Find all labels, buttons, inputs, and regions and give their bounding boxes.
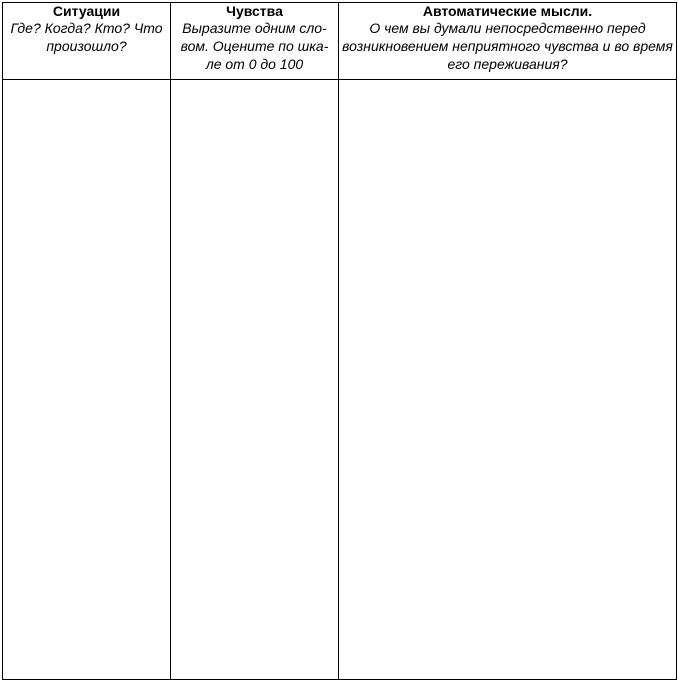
header-automatic-thoughts bbox=[339, 3, 677, 80]
header-feelings bbox=[171, 3, 339, 80]
table-header-row bbox=[3, 3, 677, 80]
header-feelings-subtitle: Выразите одним сло-вом. Оцените по шка-ле от 0 до 100 bbox=[180, 20, 329, 72]
header-automatic-thoughts-subtitle: О чем вы думали непосредственно перед возникновением неприятного чувства и во время его переживания? bbox=[342, 20, 673, 72]
header-situations-title: Ситуации bbox=[52, 3, 121, 19]
thought-record-table bbox=[2, 2, 677, 680]
table-body-row bbox=[3, 80, 677, 680]
header-feelings-title: Чувства bbox=[226, 3, 283, 19]
feelings-entry-cell[interactable] bbox=[171, 80, 339, 680]
situations-entry-cell[interactable] bbox=[3, 80, 171, 680]
header-automatic-thoughts-title: Автоматические мысли. bbox=[422, 3, 593, 19]
header-situations bbox=[3, 3, 171, 80]
header-situations-subtitle: Где? Когда? Кто? Что произошло? bbox=[10, 20, 163, 54]
automatic-thoughts-entry-cell[interactable] bbox=[339, 80, 677, 680]
